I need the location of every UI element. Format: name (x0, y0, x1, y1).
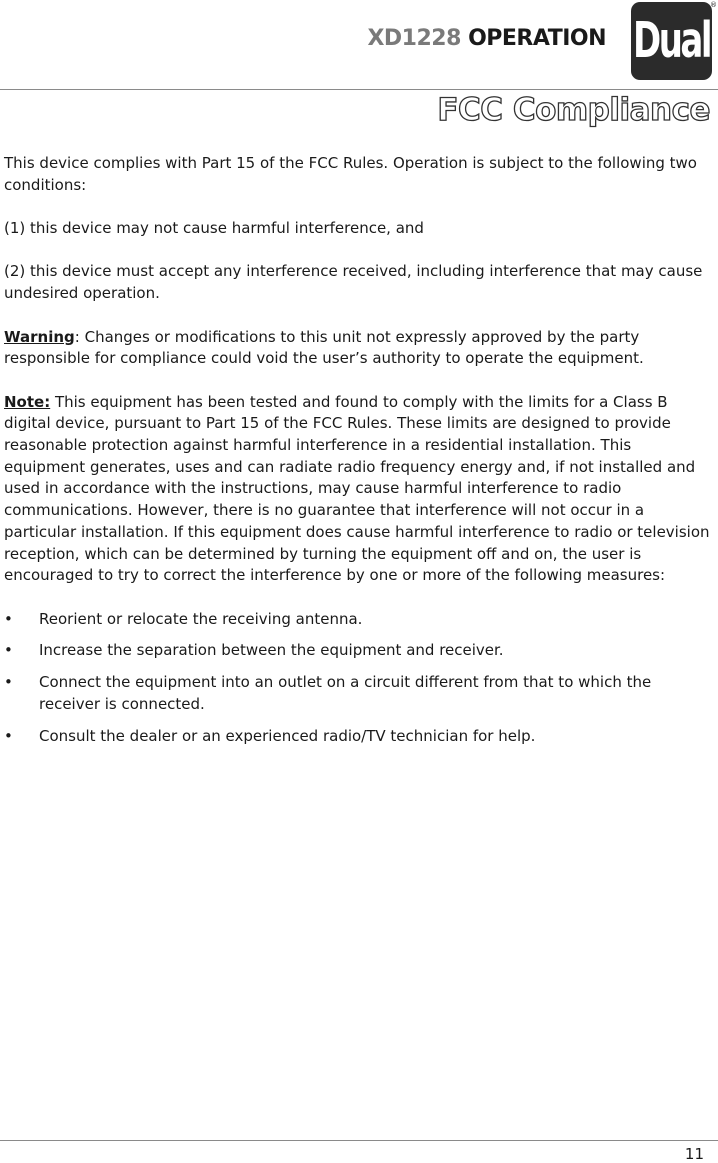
brand-logo (631, 2, 712, 80)
note-text: This equipment has been tested and found to comply with the limits for a Class B digital device, pursuant to Part 15 of the FCC Rules. These limits are designed to provide reasonable protection against harmful interference in a residential installation. This equipment generates, uses and can radiate radio frequency energy and, if not installed and used in accordance with the instructions, may cause harmful interference to radio communications. However, there is no guarantee that interference will not occur in a particular installation. If this equipment does cause harmful interference to radio or television reception, which can be determined by turning the equipment off and on, the user is encouraged to try to correct the interference by one or more of the following measures: (4, 392, 710, 585)
bullet-icon: • (4, 673, 13, 692)
measure-text: Increase the separation between the equipment and receiver. (39, 641, 504, 660)
list-item (4, 726, 710, 748)
model-number: XD1228 (367, 26, 461, 51)
warning-text: : Changes or modifications to this unit not expressly approved by the party responsible for compliance could void the user’s authority to operate the equipment. (4, 327, 644, 368)
list-item (4, 672, 710, 715)
bullet-icon: • (4, 609, 13, 628)
document-body (4, 153, 710, 757)
measure-text: Reorient or relocate the receiving antenna. (39, 609, 363, 628)
condition-1-paragraph: (1) this device may not cause harmful interference, and (4, 219, 424, 238)
intro-paragraph: This device complies with Part 15 of the FCC Rules. Operation is subject to the following two conditions: (4, 154, 697, 194)
section-name: OPERATION (468, 26, 606, 51)
measure-text: Consult the dealer or an experienced radio/TV technician for help. (39, 726, 536, 745)
page-title: FCC Compliance (437, 92, 710, 128)
registered-mark: ® (710, 1, 717, 9)
note-label: Note: (4, 392, 51, 411)
header-divider (0, 89, 718, 90)
note-paragraph (4, 392, 710, 587)
warning-paragraph (4, 327, 710, 370)
measures-list (4, 609, 710, 748)
logo-text: Dual (632, 12, 711, 70)
page-number: 11 (684, 1145, 704, 1163)
condition-2-paragraph: (2) this device must accept any interference received, including interference that may cause undesired operation. (4, 262, 703, 303)
measure-text: Connect the equipment into an outlet on a circuit different from that to which the receiver is connected. (39, 673, 652, 713)
header-model-title (367, 26, 606, 51)
list-item (4, 609, 710, 631)
bullet-icon: • (4, 641, 13, 660)
footer-divider (0, 1140, 718, 1141)
list-item (4, 640, 710, 662)
warning-label: Warning (4, 327, 75, 346)
bullet-icon: • (4, 726, 13, 745)
